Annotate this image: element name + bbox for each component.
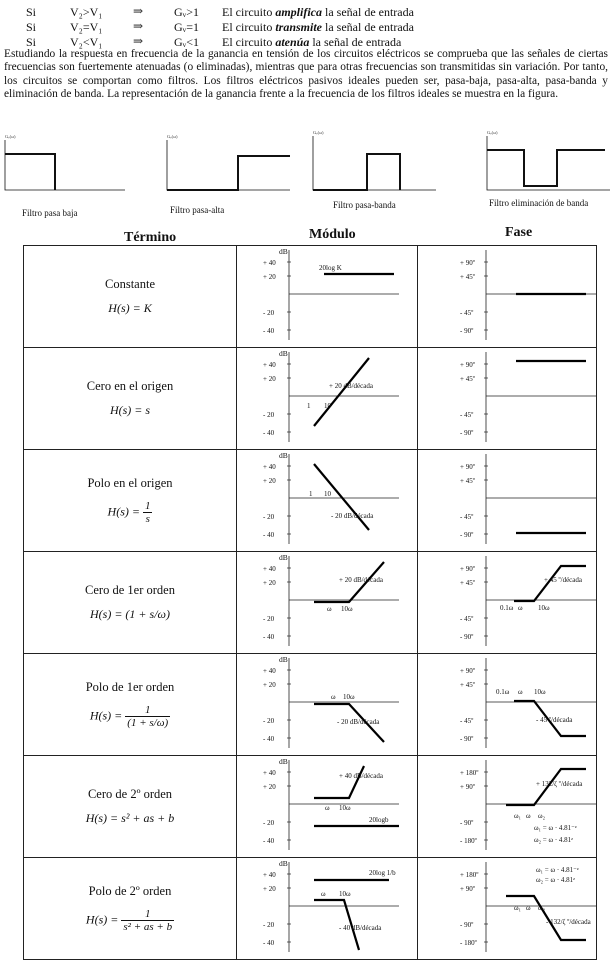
annotation-label: + 132/ζ º/década <box>536 780 583 788</box>
transfer-function: H(s) = s² + as + b <box>85 811 175 825</box>
tick-label: - 45º <box>460 615 474 623</box>
filter-axis-label: Gᵥ(ω) <box>5 134 16 139</box>
transfer-function: H(s) = (1 + s/ω) <box>90 607 170 621</box>
tick-label: - 90º <box>460 327 474 335</box>
intro-paragraph: Estudiando la respuesta en frecuencia de la ganancia en tensión de los circuitos eléctricos se comprueba que las señales de ciertas frecuencias son fuertemente atenuadas (o eliminadas), mientras que para otras frecuencias son transmitidas sin variación. Por tanto, los circuitos se comportan como filtros. Los filtros eléctricos pasivos ideales pueden ser, pasa-baja, pasa-alta, pasa-banda y eliminación de banda. La representación de la ganancia frente a la frecuencia de los filtros ideales se muestra en la figura. <box>4 48 608 101</box>
annotation-label: 10ω <box>534 688 546 696</box>
annotation-label: ω <box>325 804 330 812</box>
tick-label: + 90º <box>460 565 475 573</box>
tick-label: - 45º <box>460 411 474 419</box>
term-name: Constante <box>105 277 155 291</box>
table-row <box>24 552 597 654</box>
annotation-label: 0.1ω <box>500 604 514 612</box>
annotation-label: - 20 dB/década <box>331 512 374 520</box>
condition-compare: V₂=V₁ <box>70 20 103 34</box>
tick-label: + 20 <box>263 681 276 689</box>
axis-unit: dB <box>279 757 288 766</box>
module-cell <box>237 756 418 858</box>
tick-label: - 90º <box>460 531 474 539</box>
header-phase: Fase <box>505 225 533 240</box>
axis-unit: dB <box>279 247 288 256</box>
axis-unit: dB <box>279 349 288 358</box>
tick-label: + 180º <box>460 871 479 879</box>
annotation-label: ω <box>327 605 332 613</box>
tick-label: + 45º <box>460 579 475 587</box>
annotation-label: ω <box>526 812 531 820</box>
header-module: Módulo <box>309 227 356 242</box>
annotation-label: + 20 dB/década <box>329 382 373 390</box>
phase-plot <box>418 450 596 546</box>
axis-unit: dB <box>279 655 288 664</box>
transfer-function: H(s) = $\frac{1}{\text{s² + as + b}}$ <box>85 908 173 933</box>
annotation-label: 20log K <box>319 264 342 272</box>
term-cell <box>24 348 237 450</box>
annotation-label: ω₂ <box>538 904 546 912</box>
header-term: Término <box>124 230 177 245</box>
tick-label: + 90º <box>460 361 475 369</box>
term-cell <box>24 858 237 960</box>
tick-label: + 40 <box>263 667 276 675</box>
tick-label: + 40 <box>263 871 276 879</box>
module-plot <box>237 756 417 852</box>
tick-label: - 90º <box>460 633 474 641</box>
table-row <box>24 654 597 756</box>
tick-label: + 20 <box>263 375 276 383</box>
phase-cell <box>418 756 597 858</box>
transfer-function: H(s) = $\frac{1}{s}$ <box>107 500 151 525</box>
module-plot <box>237 858 417 954</box>
filter-axis-label: Gᵥ(ω) <box>167 134 178 139</box>
annotation-label: ω₁ <box>514 812 522 820</box>
annotation-label: ω₁ <box>514 904 522 912</box>
tick-label: - 20 <box>263 819 275 827</box>
condition-gain: Gᵥ>1 <box>174 5 199 19</box>
condition-si: Si <box>26 5 37 19</box>
filter-axis-label: Gᵥ(ω) <box>313 130 324 135</box>
tick-label: - 20 <box>263 309 275 317</box>
tick-label: + 20 <box>263 885 276 893</box>
tick-label: - 45º <box>460 309 474 317</box>
phase-plot <box>418 246 596 342</box>
annotation-label: + 20 dB/década <box>339 576 383 584</box>
tick-label: + 40 <box>263 463 276 471</box>
phase-plot <box>418 858 596 954</box>
annotation-label: ω <box>331 693 336 701</box>
tick-label: + 180º <box>460 769 479 777</box>
module-cell <box>237 246 418 348</box>
term-cell <box>24 756 237 858</box>
phase-cell <box>418 246 597 348</box>
module-plot <box>237 654 417 750</box>
tick-label: + 40 <box>263 259 276 267</box>
module-plot <box>237 450 417 546</box>
tick-label: + 45º <box>460 375 475 383</box>
tick-label: - 20 <box>263 513 275 521</box>
tick-label: - 180º <box>460 837 477 845</box>
tick-label: + 40 <box>263 769 276 777</box>
annotation-label: 10ω <box>343 693 355 701</box>
term-name: Cero de 1er orden <box>85 583 175 597</box>
tick-label: - 40 <box>263 633 275 641</box>
transfer-function: H(s) = K <box>108 301 152 315</box>
annotation-label: ω <box>526 904 531 912</box>
annotation-label: 10ω <box>339 890 351 898</box>
annotation-label: + 40 dB/década <box>339 772 383 780</box>
tick-label: - 40 <box>263 939 275 947</box>
phase-cell <box>418 858 597 960</box>
module-cell <box>237 348 418 450</box>
axis-unit: dB <box>279 553 288 562</box>
annotation-label: 10 <box>324 490 331 498</box>
module-plot <box>237 552 417 648</box>
annotation-label: - 45 º/década <box>536 716 573 724</box>
tick-label: + 20 <box>263 477 276 485</box>
tick-label: - 40 <box>263 531 275 539</box>
phase-cell <box>418 348 597 450</box>
term-name: Polo de 2º orden <box>88 884 172 898</box>
tick-label: - 90º <box>460 819 474 827</box>
tick-label: + 20 <box>263 783 276 791</box>
arrow-icon: ⇒ <box>133 4 144 18</box>
arrow-icon: ⇒ <box>133 34 144 48</box>
tick-label: - 40 <box>263 429 275 437</box>
annotation-label: ω₁ = ω · 4.81⁻ᶻ <box>534 824 577 832</box>
tick-label: - 20 <box>263 411 275 419</box>
filter-label-highpass: Filtro pasa-alta <box>170 205 225 215</box>
tick-label: - 20 <box>263 921 275 929</box>
tick-label: + 90º <box>460 783 475 791</box>
fraction: $\frac{1}{s}$ <box>144 500 151 525</box>
bode-table <box>23 245 597 960</box>
tick-label: - 45º <box>460 717 474 725</box>
transfer-function: H(s) = $\frac{1}{(1 + s/\omega)}$ <box>89 704 169 729</box>
tick-label: + 45º <box>460 273 475 281</box>
module-plot <box>237 348 417 444</box>
annotation-label: 20log 1/b <box>369 869 396 877</box>
annotation-label: 0.1ω <box>496 688 510 696</box>
asymptote-line <box>314 358 369 426</box>
annotation-label: ω₂ = ω · 4.81ᶻ <box>534 836 574 844</box>
axis-unit: dB <box>279 859 288 868</box>
module-cell <box>237 552 418 654</box>
module-plot <box>237 246 417 342</box>
annotation-label: - 20 dB/década <box>337 718 380 726</box>
tick-label: - 45º <box>460 513 474 521</box>
condition-gain: Gᵥ=1 <box>174 20 199 34</box>
phase-plot <box>418 552 596 648</box>
table-row <box>24 348 597 450</box>
module-cell <box>237 654 418 756</box>
phase-cell <box>418 450 597 552</box>
annotation-label: 1 <box>309 490 313 498</box>
tick-label: - 40 <box>263 327 275 335</box>
term-name: Cero en el origen <box>86 379 174 393</box>
annotation-label: ω <box>321 890 326 898</box>
term-name: Cero de 2º orden <box>87 787 173 801</box>
module-cell <box>237 858 418 960</box>
condition-si: Si <box>26 20 37 34</box>
annotation-label: 10 <box>324 402 331 410</box>
tick-label: - 20 <box>263 717 275 725</box>
table-row <box>24 756 597 858</box>
fraction: $\frac{1}{\text{s² + as + b}}$ <box>123 908 173 933</box>
annotation-label: + 45 º/década <box>544 576 582 584</box>
term-name: Polo en el origen <box>87 476 173 490</box>
annotation-label: 10ω <box>538 604 550 612</box>
table-row <box>24 450 597 552</box>
annotation-label: ω₁ = ω · 4.81⁻ᶻ <box>536 866 579 874</box>
condition-text: El circuito amplifica la señal de entrada <box>222 5 414 19</box>
phase-cell <box>418 552 597 654</box>
tick-label: + 90º <box>460 463 475 471</box>
phase-cell <box>418 654 597 756</box>
term-cell <box>24 450 237 552</box>
condition-gain: Gᵥ<1 <box>174 35 199 49</box>
annotation-label: - 132/ζ º/década <box>546 918 591 926</box>
filter-label-lowpass: Filtro pasa baja <box>22 208 78 218</box>
annotation-label: 10ω <box>341 605 353 613</box>
module-cell <box>237 450 418 552</box>
tick-label: + 90º <box>460 885 475 893</box>
tick-label: - 40 <box>263 837 275 845</box>
condition-compare: V₂>V₁ <box>70 5 103 19</box>
tick-label: + 40 <box>263 361 276 369</box>
condition-text: El circuito atenúa la señal de entrada <box>222 35 402 49</box>
annotation-label: 20logb <box>369 816 389 824</box>
tick-label: + 90º <box>460 667 475 675</box>
phase-plot <box>418 756 596 852</box>
tick-label: - 20 <box>263 615 275 623</box>
condition-row <box>26 5 36 20</box>
term-cell <box>24 654 237 756</box>
filter-label-bandpass: Filtro pasa-banda <box>333 200 396 210</box>
tick-label: + 45º <box>460 477 475 485</box>
fraction: $\frac{1}{(1 + s/\omega)}$ <box>127 704 169 729</box>
ideal-filters-figure <box>0 128 611 228</box>
filter-label-bandstop: Filtro eliminación de banda <box>489 198 589 208</box>
term-cell <box>24 552 237 654</box>
annotation-label: ω₂ = ω · 4.81ᶻ <box>536 876 576 884</box>
tick-label: - 40 <box>263 735 275 743</box>
condition-compare: V₂<V₁ <box>70 35 103 49</box>
tick-label: - 90º <box>460 921 474 929</box>
tick-label: - 180º <box>460 939 477 947</box>
table-row <box>24 246 597 348</box>
tick-label: - 90º <box>460 429 474 437</box>
annotation-label: ω₂ <box>538 812 546 820</box>
transfer-function: H(s) = s <box>109 403 151 417</box>
annotation-label: ω <box>518 604 523 612</box>
asymptote-line <box>314 766 364 798</box>
axis-unit: dB <box>279 451 288 460</box>
tick-label: + 20 <box>263 273 276 281</box>
tick-label: + 90º <box>460 259 475 267</box>
annotation-label: 1 <box>307 402 311 410</box>
annotation-label: 10ω <box>339 804 351 812</box>
phase-plot <box>418 348 596 444</box>
filter-axis-label: Gᵥ(ω) <box>487 130 498 135</box>
tick-label: + 45º <box>460 681 475 689</box>
tick-label: - 90º <box>460 735 474 743</box>
term-name: Polo de 1er orden <box>85 680 175 694</box>
condition-text: El circuito transmite la señal de entrada <box>222 20 414 34</box>
asymptote-line <box>314 464 369 530</box>
phase-plot <box>418 654 596 750</box>
annotation-label: ω <box>518 688 523 696</box>
table-row <box>24 858 597 960</box>
tick-label: + 40 <box>263 565 276 573</box>
condition-si: Si <box>26 35 37 49</box>
term-cell <box>24 246 237 348</box>
arrow-icon: ⇒ <box>133 19 144 33</box>
annotation-label: - 40 dB/década <box>339 924 382 932</box>
tick-label: + 20 <box>263 579 276 587</box>
